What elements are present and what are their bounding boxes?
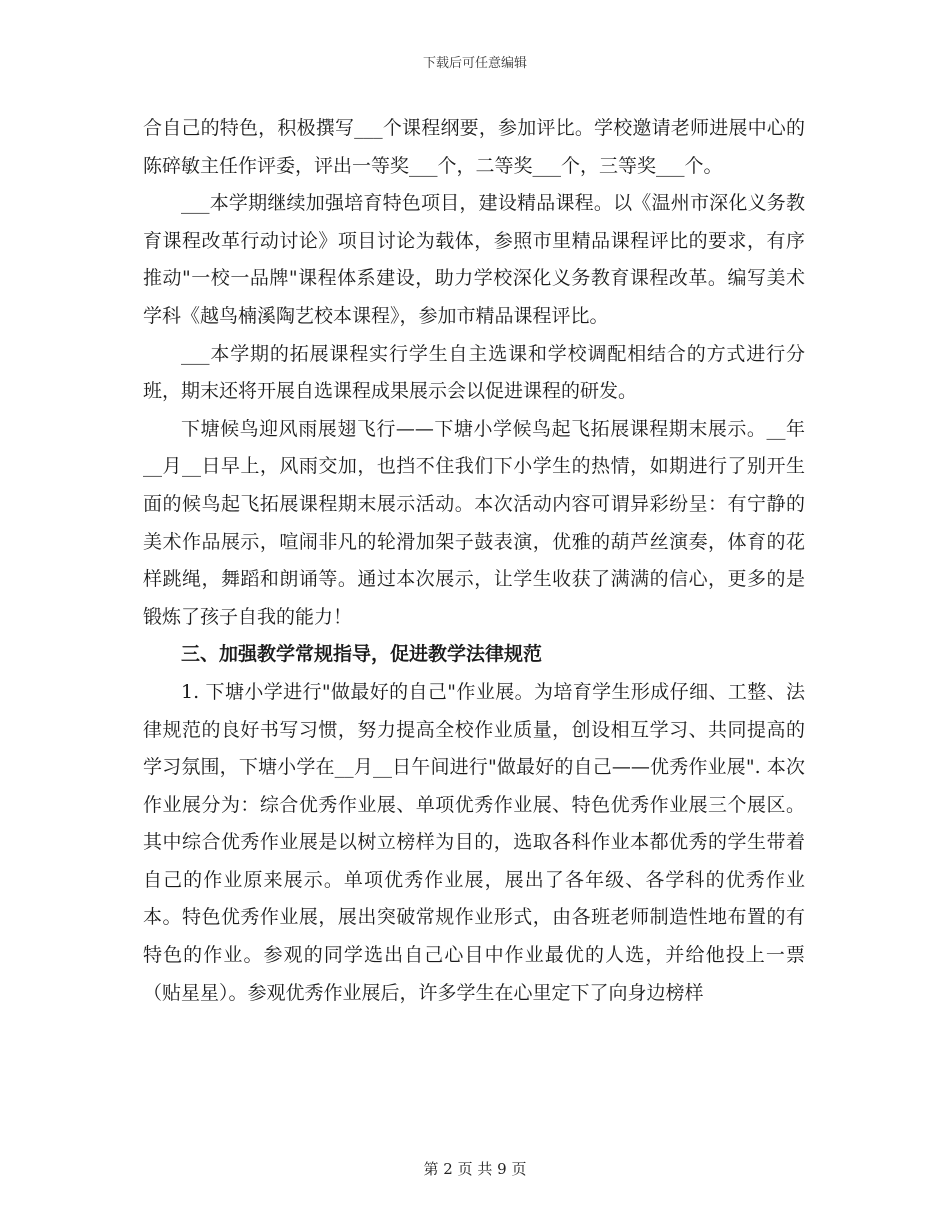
paragraph-homework-exhibition: 1. 下塘小学进行"做最好的自己"作业展。为培育学生形成仔细、工整、法律规范的良好书写习惯，努力提高全校作业质量，创设相互学习、共同提高的学习氛围，下塘小学在__月__日午间进行"做最好的自己——优秀作业展". 本次作业展分为：综合优秀作业展、单项优秀作业展、特色优秀作业展三个展区。其中综合优秀作业展是以树立榜样为目的，选取各科作业本都优秀的学生带着自己的作业原来展示。单项优秀作业展，展出了各年级、各学科的优秀作业本。特色优秀作业展，展出突破常规作业形式，由各班老师制造性地布置的有特色的作业。参观的同学选出自己心目中作业最优的人选，并给他投上一票（贴星星）。参观优秀作业展后，许多学生在心里定下了向身边榜样 [143,680,805,1004]
document-body [143,110,805,1012]
paragraph-quality-course: ___本学期继续加强培育特色项目，建设精品课程。以《温州市深化义务教育课程改革行动讨论》项目讨论为载体，参照市里精品课程评比的要求，有序推动"一校一品牌"课程体系建设，助力学校深化义务教育课程改革。编写美术学科《越鸟楠溪陶艺校本课程》，参加市精品课程评比。 [143,192,805,327]
section-heading: 三、加强教学常规指导，促进教学法律规范 [181,643,543,666]
page-header: 下载后可任意编辑 [422,56,527,71]
paragraph-term-showcase: 下塘候鸟迎风雨展翅飞行——下塘小学候鸟起飞拓展课程期末展示。__年__月__日早上，风雨交加，也挡不住我们下小学生的热情，如期进行了别开生面的候鸟起飞拓展课程期末展示活动。本次活动内容可谓异彩纷呈：有宁静的美术作品展示，喧闹非凡的轮滑加架子鼓表演，优雅的葫芦丝演奏，体育的花样跳绳，舞蹈和朗诵等。通过本次展示，让学生收获了满满的信心，更多的是锻炼了孩子自我的能力！ [143,417,805,628]
paragraph-course-outline: 合自己的特色，积极撰写___个课程纲要，参加评比。学校邀请老师进展中心的陈碎敏主任作评委，评出一等奖___个，二等奖___个，三等奖___个。 [143,117,805,177]
page-number: 第 2 页 共 9 页 [423,1160,527,1178]
paragraph-elective-course: ___本学期的拓展课程实行学生自主选课和学校调配相结合的方式进行分班，期末还将开展自选课程成果展示会以促进课程的研发。 [143,342,805,403]
